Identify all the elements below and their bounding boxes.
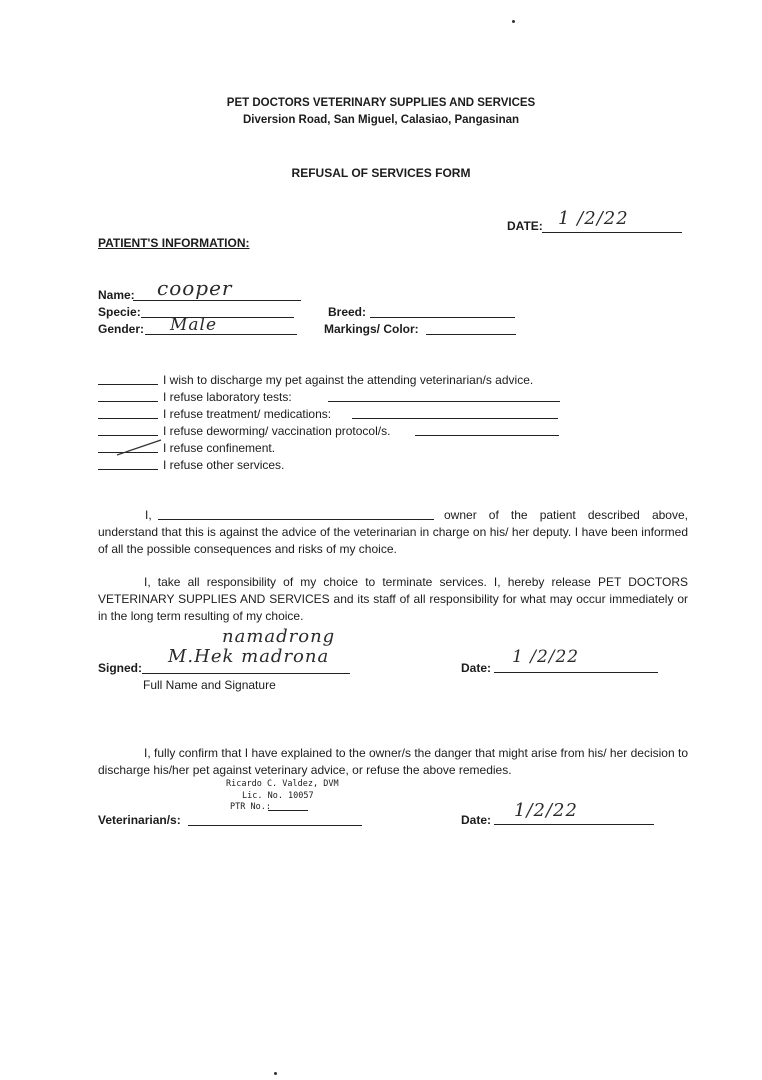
specie-line bbox=[141, 317, 294, 318]
markings-label: Markings/ Color: bbox=[324, 322, 419, 336]
form-title: REFUSAL OF SERVICES FORM bbox=[291, 166, 471, 180]
confirmation-paragraph: I, fully confirm that I have explained to the owner/s the danger that might arise from his/ her decision to discharge his/her pet against veterinary advice, or refuse the above remedies. bbox=[98, 746, 688, 777]
statement-owner-text: owner of the patient described above, bbox=[444, 508, 688, 522]
treatment-medications-line[interactable] bbox=[352, 418, 558, 419]
signed-date-label: Date: bbox=[461, 661, 492, 675]
name-value[interactable]: cooper bbox=[157, 276, 233, 300]
signature-caption: Full Name and Signature bbox=[143, 678, 276, 692]
refusal-blank[interactable] bbox=[98, 401, 158, 402]
signature-line[interactable] bbox=[142, 673, 350, 674]
date-line bbox=[542, 232, 682, 233]
owner-name-line[interactable] bbox=[158, 519, 434, 520]
refusal-blank[interactable] bbox=[98, 435, 158, 436]
refusal-blank[interactable] bbox=[98, 418, 158, 419]
refusal-item-text: I refuse other services. bbox=[163, 458, 285, 472]
statement-paragraph-1: understand that this is against the advice of the veterinarian in charge on his/ her deputy. I have been informed of all the possible consequences and risks of my choice. bbox=[98, 525, 688, 556]
vet-signature-line[interactable] bbox=[188, 825, 362, 826]
signed-label: Signed: bbox=[98, 661, 142, 675]
deworming-vaccination-line[interactable] bbox=[415, 435, 559, 436]
signature-line2: M.Hek madrona bbox=[168, 646, 330, 667]
patient-section-title: PATIENT'S INFORMATION: bbox=[98, 236, 250, 250]
signed-date-line[interactable] bbox=[494, 672, 658, 673]
refusal-blank[interactable] bbox=[98, 469, 158, 470]
vet-stamp-name: Ricardo C. Valdez, DVM bbox=[226, 779, 339, 789]
specie-label: Specie: bbox=[98, 305, 141, 319]
gender-line bbox=[145, 334, 297, 335]
refusal-item-text: I refuse deworming/ vaccination protocol/s. bbox=[163, 424, 391, 438]
vet-stamp-ptr-line bbox=[268, 810, 308, 811]
laboratory-tests-line[interactable] bbox=[328, 401, 560, 402]
paper-speck bbox=[512, 20, 515, 23]
gender-label: Gender: bbox=[98, 322, 145, 336]
refusal-blank[interactable] bbox=[98, 384, 158, 385]
vet-stamp-ptr: PTR No.: bbox=[230, 802, 271, 812]
markings-line bbox=[426, 334, 516, 335]
statement-i: I, bbox=[145, 508, 152, 522]
breed-label: Breed: bbox=[328, 305, 367, 319]
refusal-item-text: I wish to discharge my pet against the attending veterinarian/s advice. bbox=[163, 373, 534, 387]
vet-date-label: Date: bbox=[461, 813, 492, 827]
vet-stamp-license: Lic. No. 10057 bbox=[242, 791, 314, 801]
clinic-address: Diversion Road, San Miguel, Calasiao, Pangasinan bbox=[242, 114, 520, 126]
refusal-item-text: I refuse laboratory tests: bbox=[163, 390, 292, 404]
date-value[interactable]: 1 /2/22 bbox=[558, 208, 629, 229]
checkmark-icon bbox=[115, 438, 165, 458]
refusal-item-text: I refuse treatment/ medications: bbox=[163, 407, 332, 421]
name-line bbox=[133, 300, 301, 301]
vet-date-line[interactable] bbox=[494, 824, 654, 825]
signed-date-value: 1 /2/22 bbox=[512, 647, 580, 667]
name-label: Name: bbox=[98, 288, 135, 302]
refusal-item-text: I refuse confinement. bbox=[163, 441, 276, 455]
clinic-name: PET DOCTORS VETERINARY SUPPLIES AND SERVICES bbox=[226, 97, 536, 109]
vet-label: Veterinarian/s: bbox=[98, 813, 181, 827]
breed-line bbox=[370, 317, 515, 318]
date-label: DATE: bbox=[507, 219, 543, 233]
signature-line1: namadrong bbox=[222, 626, 336, 647]
statement-paragraph-2: I, take all responsibility of my choice to terminate services. I, hereby release PET DOCTORS VETERINARY SUPPLIES AND SERVICES and its staff of all responsibility for what may occur immediately or in the long term resulting of my choice. bbox=[98, 575, 688, 623]
vet-date-value: 1/2/22 bbox=[514, 800, 578, 821]
gender-value[interactable]: Male bbox=[170, 315, 218, 335]
paper-speck bbox=[274, 1072, 277, 1075]
